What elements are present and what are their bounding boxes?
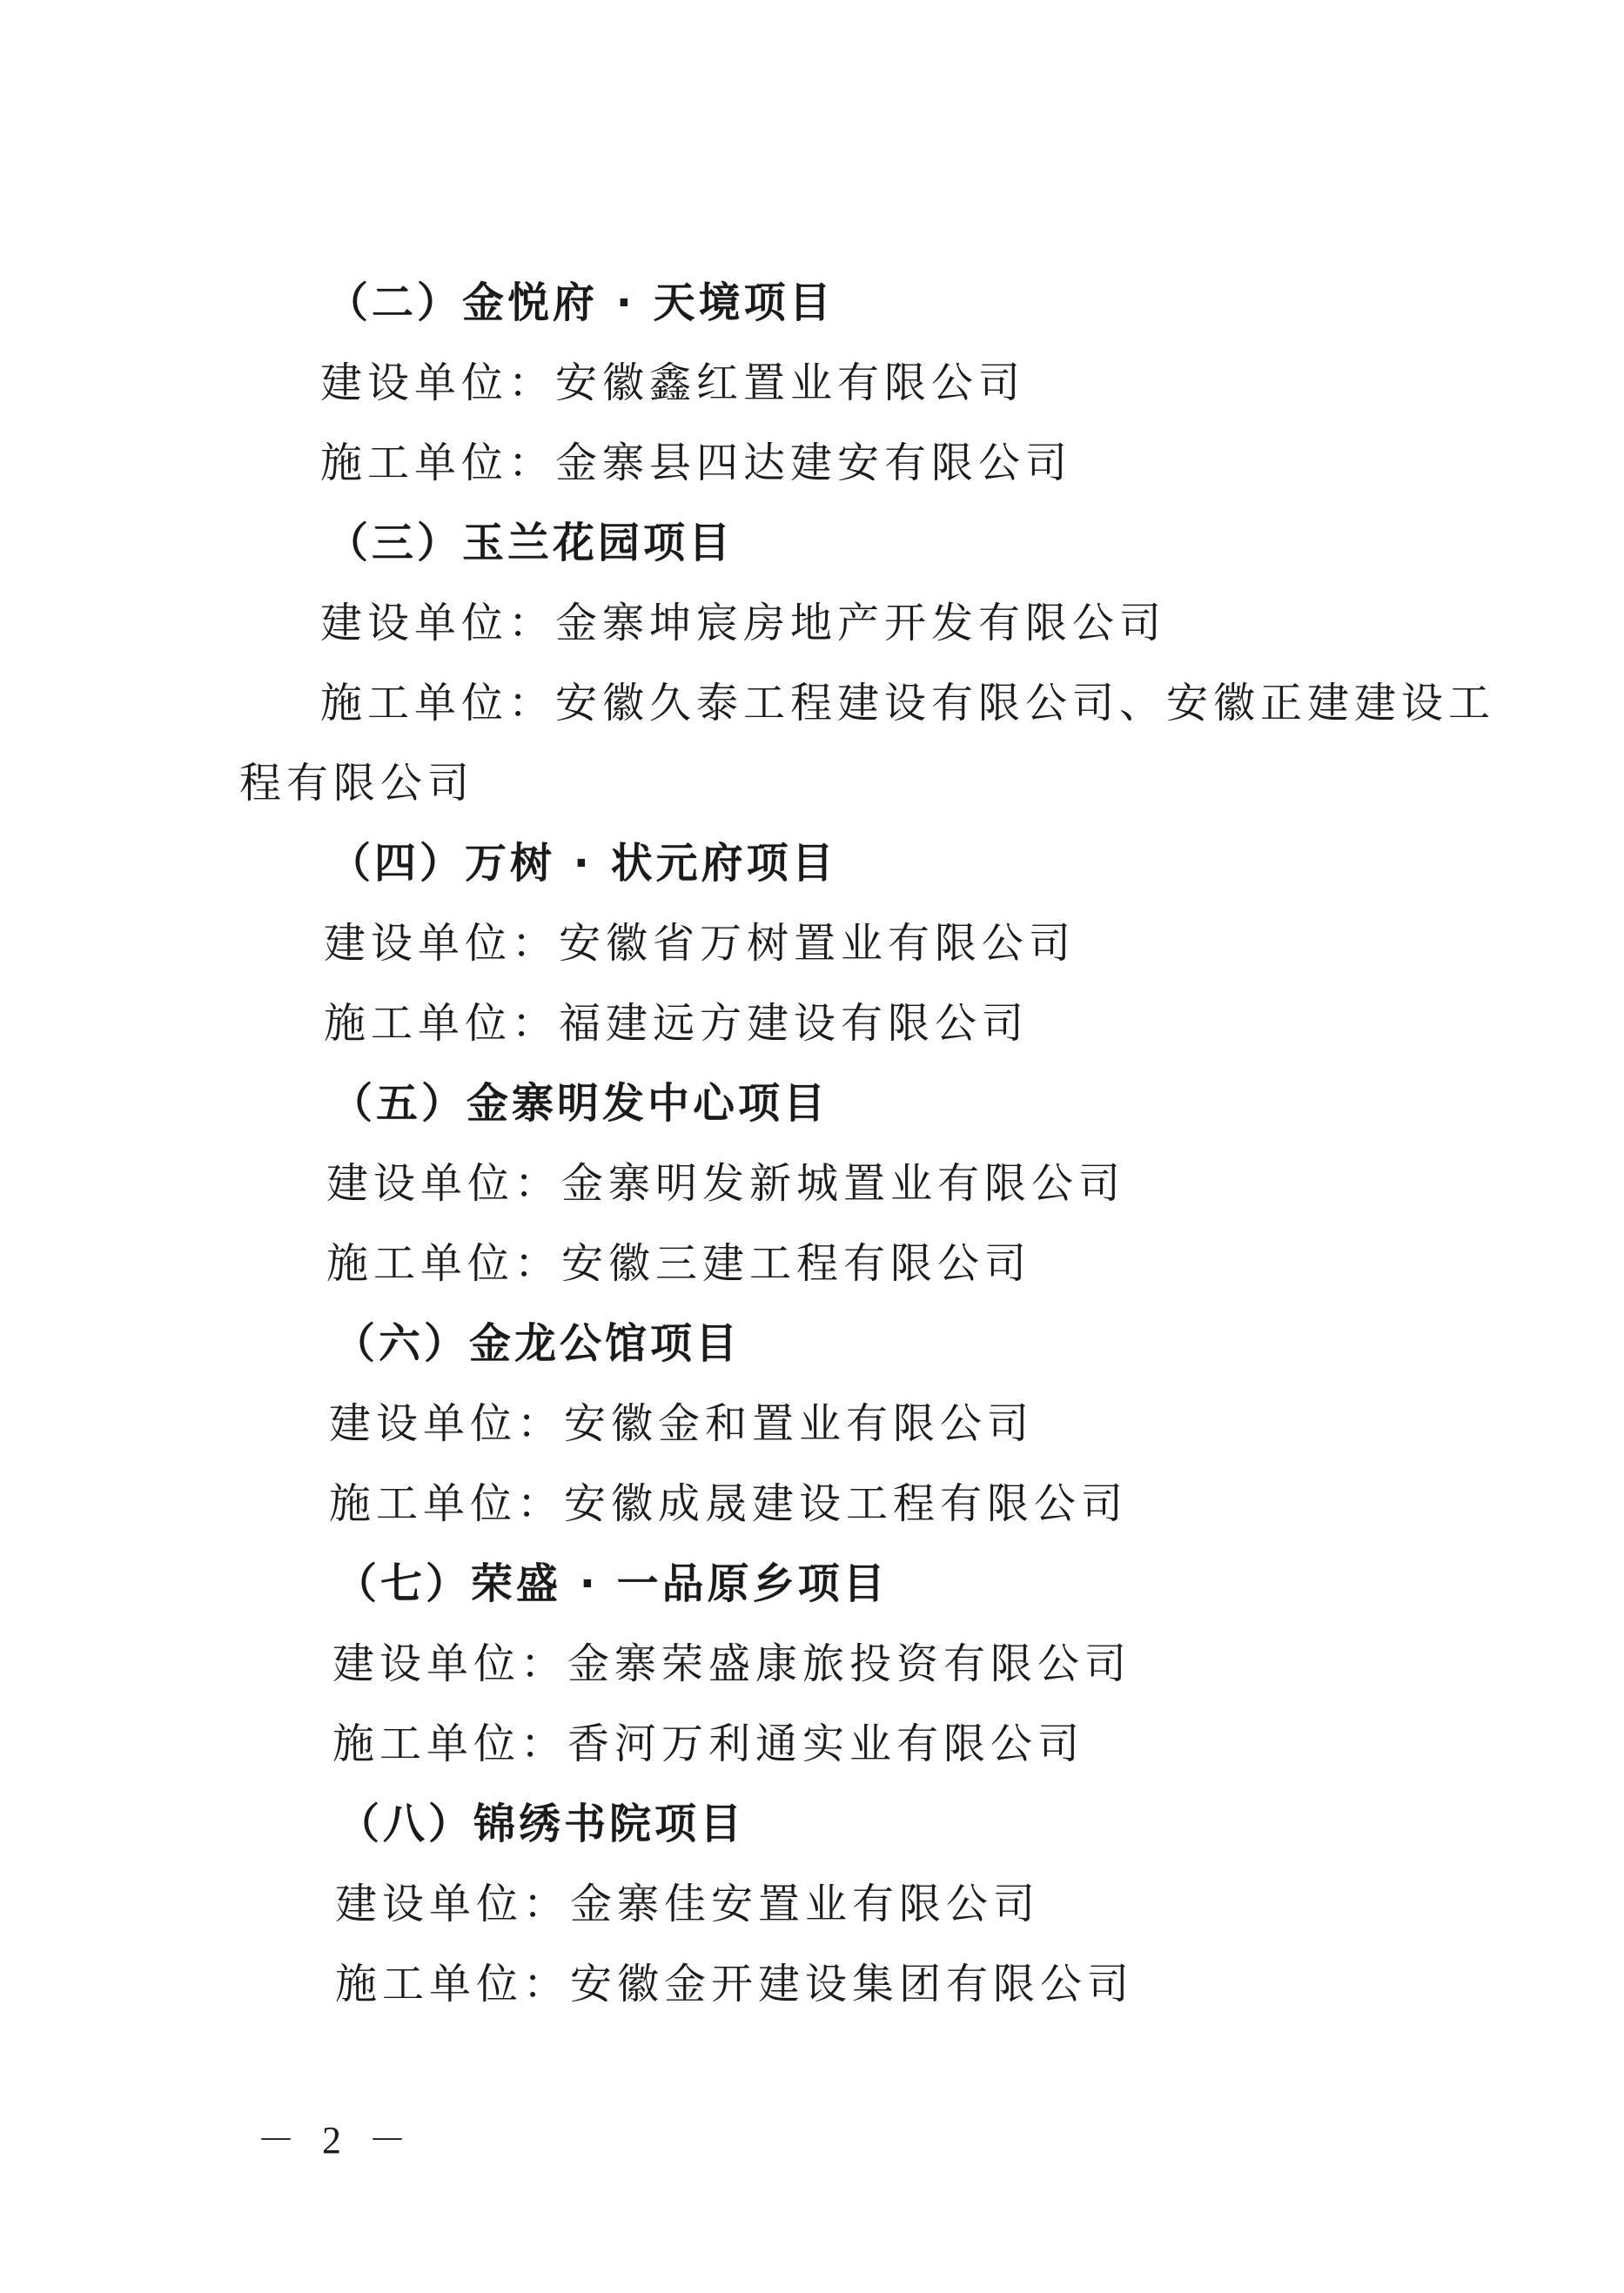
contractor-line-3-continued: 程有限公司 [239,759,475,808]
section-heading-3: （三）玉兰花园项目 [326,519,735,567]
contractor-line-2: 施工单位：金寨县四达建安有限公司 [320,439,1073,487]
builder-line-7: 建设单位：金寨荣盛康旅投资有限公司 [332,1639,1132,1688]
section-heading-2: （二）金悦府 · 天境项目 [326,278,835,327]
contractor-line-7: 施工单位：香河万利通实业有限公司 [332,1720,1085,1768]
builder-line-3: 建设单位：金寨坤宸房地产开发有限公司 [320,599,1167,647]
builder-line-5: 建设单位：金寨明发新城置业有限公司 [326,1159,1126,1208]
section-heading-5: （五）金寨明发中心项目 [331,1079,829,1128]
contractor-line-5: 施工单位：安徽三建工程有限公司 [326,1239,1032,1288]
contractor-line-4: 施工单位：福建远方建设有限公司 [324,999,1030,1048]
section-heading-7: （七）荣盛 · 一品原乡项目 [335,1559,889,1608]
contractor-line-3: 施工单位：安徽久泰工程建设有限公司、安徽正建建设工 [320,679,1496,727]
section-heading-4: （四）万树 · 状元府项目 [329,839,837,888]
builder-line-4: 建设单位：安徽省万树置业有限公司 [324,919,1077,968]
section-heading-6: （六）金龙公馆项目 [333,1319,742,1368]
builder-line-2: 建设单位：安徽鑫红置业有限公司 [320,359,1026,407]
page-number: － 2 － [257,2119,415,2162]
builder-line-6: 建设单位：安徽金和置业有限公司 [329,1399,1035,1448]
contractor-line-8: 施工单位：安徽金开建设集团有限公司 [335,1960,1135,2008]
section-heading-8: （八）锦绣书院项目 [338,1800,746,1848]
contractor-line-6: 施工单位：安徽成晟建设工程有限公司 [329,1479,1129,1528]
builder-line-8: 建设单位：金寨佳安置业有限公司 [335,1880,1041,1928]
